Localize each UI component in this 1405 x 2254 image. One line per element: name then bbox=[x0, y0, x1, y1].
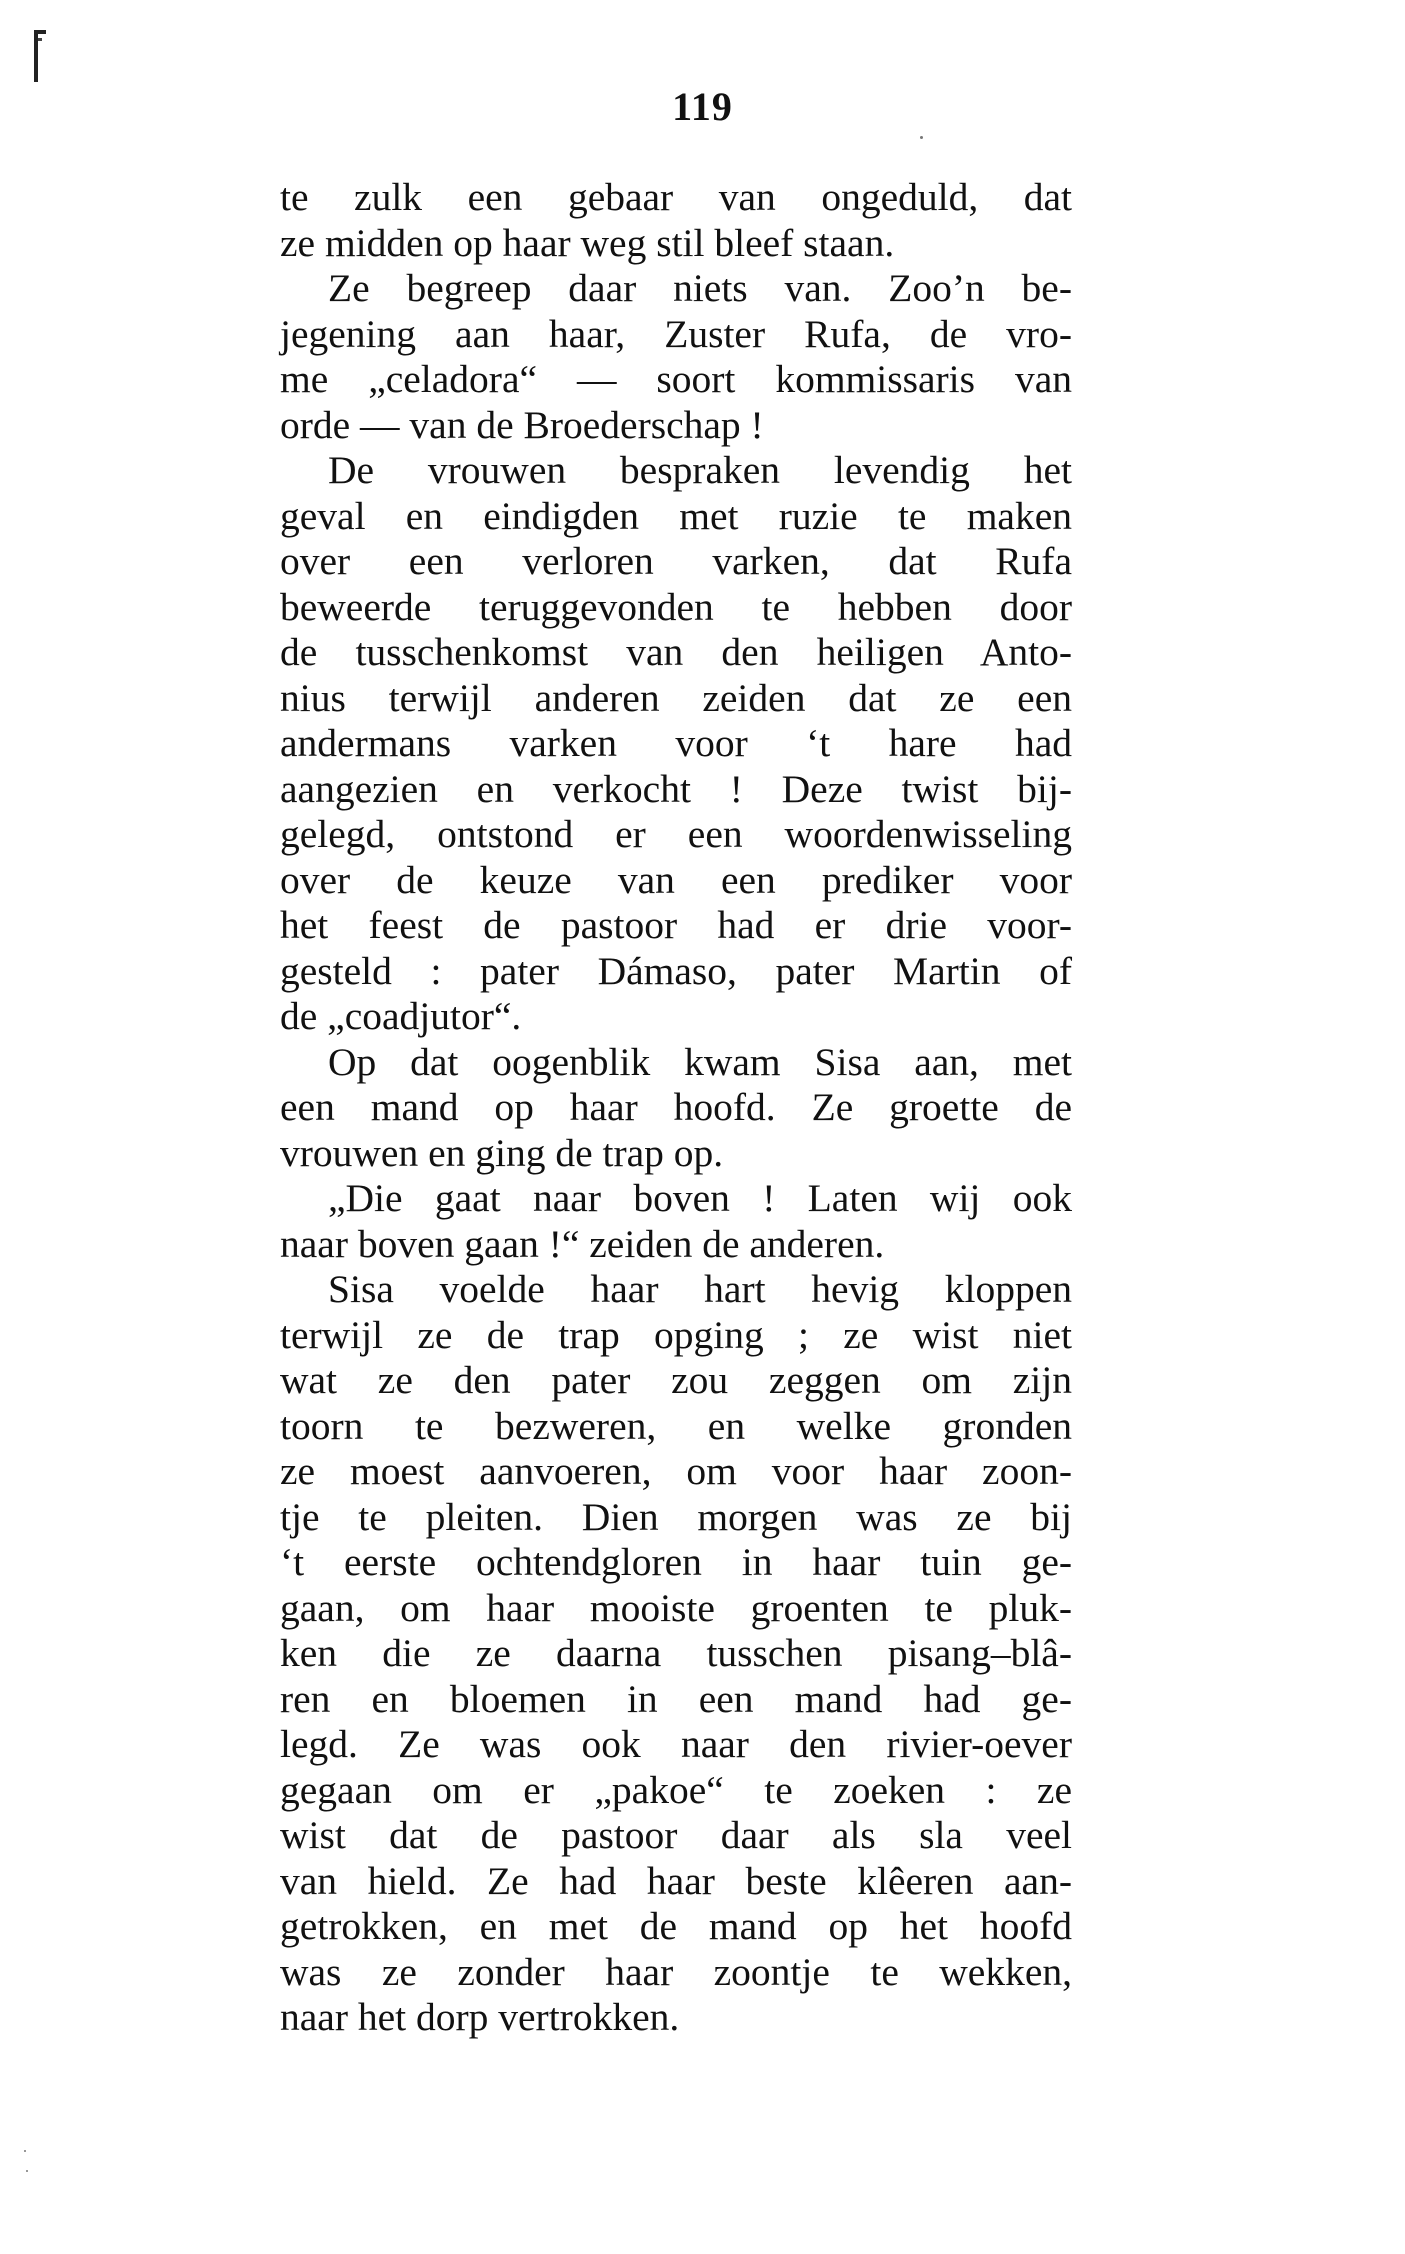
text-line: een mand op haar hoofd. Ze groette de bbox=[280, 1085, 1072, 1129]
text-line: orde — van de Broederschap ! bbox=[280, 402, 764, 447]
text-line: beweerde teruggevonden te hebben door bbox=[280, 584, 1072, 629]
text-line: van hield. Ze had haar beste klêeren aan- bbox=[280, 1858, 1072, 1903]
text-line: vrouwen en ging de trap op. bbox=[280, 1130, 724, 1175]
text-line: wat ze den pater zou zeggen om zijn bbox=[280, 1358, 1072, 1402]
text-line: ken die ze daarna tusschen pisang–blâ- bbox=[280, 1631, 1072, 1675]
text-line: ren en bloemen in een mand had ge- bbox=[280, 1676, 1072, 1721]
text-line: De vrouwen bespraken levendig het bbox=[328, 448, 1072, 492]
text-line: Op dat oogenblik kwam Sisa aan, met bbox=[328, 1039, 1072, 1084]
text-line: te zulk een gebaar van ongeduld, dat bbox=[280, 175, 1072, 219]
text-line: de tusschenkomst van den heiligen Anto- bbox=[280, 630, 1072, 674]
text-line: toorn te bezweren, en welke gronden bbox=[280, 1403, 1072, 1448]
text-line: ze moest aanvoeren, om voor haar zoon- bbox=[280, 1449, 1072, 1493]
text-line: de „coadjutor“. bbox=[280, 994, 522, 1038]
text-line: me „celadora“ — soort kommissaris van bbox=[280, 357, 1072, 401]
text-line: jegening aan haar, Zuster Rufa, de vro- bbox=[280, 311, 1072, 356]
text-line: nius terwijl anderen zeiden dat ze een bbox=[280, 675, 1072, 720]
text-line: over de keuze van een prediker voor bbox=[280, 857, 1072, 902]
text-line: naar het dorp vertrokken. bbox=[280, 1995, 680, 2039]
text-line: geval en eindigden met ruzie te maken bbox=[280, 493, 1072, 538]
text-line: aangezien en verkocht ! Deze twist bij- bbox=[280, 766, 1072, 811]
text-line: gegaan om er „pakoe“ te zoeken : ze bbox=[280, 1767, 1072, 1812]
text-line: legd. Ze was ook naar den rivier-oever bbox=[280, 1722, 1072, 1766]
page-body-text bbox=[280, 175, 1072, 2041]
text-line: andermans varken voor ‘t hare had bbox=[280, 721, 1072, 765]
text-line: „Die gaat naar boven ! Laten wij ook bbox=[328, 1176, 1072, 1220]
text-line: gaan, om haar mooiste groenten te pluk- bbox=[280, 1585, 1072, 1630]
text-line: tje te pleiten. Dien morgen was ze bij bbox=[280, 1494, 1072, 1539]
page-number: 119 bbox=[672, 84, 733, 129]
text-line: wist dat de pastoor daar als sla veel bbox=[280, 1813, 1072, 1857]
text-line: ‘t eerste ochtendgloren in haar tuin ge- bbox=[280, 1540, 1072, 1584]
scan-corner-mark bbox=[34, 30, 46, 86]
text-line: was ze zonder haar zoontje te wekken, bbox=[280, 1949, 1072, 1994]
text-line: over een verloren varken, dat Rufa bbox=[280, 539, 1072, 583]
text-line: het feest de pastoor had er drie voor- bbox=[280, 903, 1072, 947]
text-line: ze midden op haar weg stil bleef staan. bbox=[280, 220, 895, 265]
text-line: terwijl ze de trap opging ; ze wist niet bbox=[280, 1312, 1072, 1357]
text-line: gesteld : pater Dámaso, pater Martin of bbox=[280, 948, 1072, 993]
text-line: Ze begreep daar niets van. Zoo’n be- bbox=[328, 266, 1072, 310]
text-line: Sisa voelde haar hart hevig kloppen bbox=[328, 1267, 1072, 1311]
text-line: naar boven gaan !“ zeiden de anderen. bbox=[280, 1221, 885, 1266]
text-line: gelegd, ontstond er een woordenwisseling bbox=[280, 812, 1072, 856]
text-line: getrokken, en met de mand op het hoofd bbox=[280, 1904, 1072, 1948]
